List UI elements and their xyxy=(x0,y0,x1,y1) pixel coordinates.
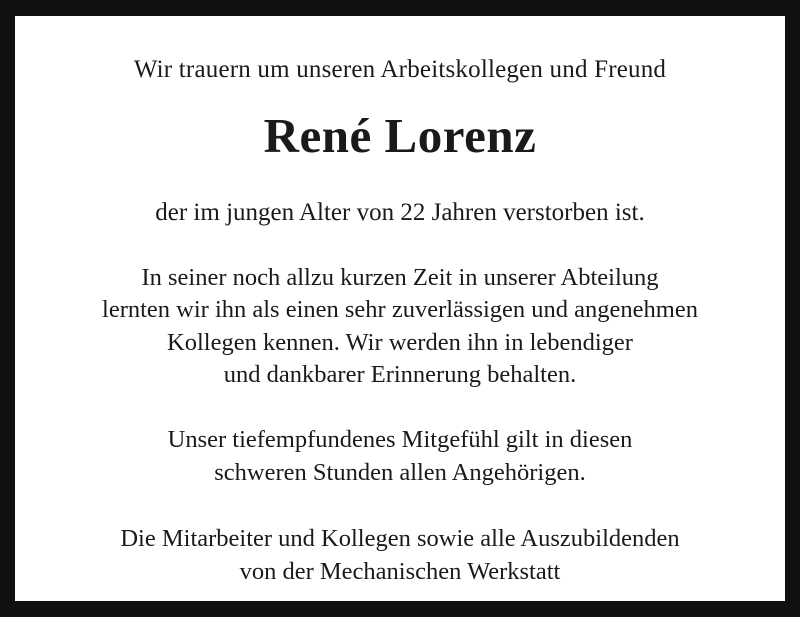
tribute-paragraph xyxy=(102,262,698,392)
signature-line-2: von der Mechanischen Werkstatt xyxy=(239,557,561,585)
signature-line-1: Die Mitarbeiter und Kollegen sowie alle Auszubildenden xyxy=(120,525,680,553)
sympathy-paragraph xyxy=(168,424,633,489)
sympathy-line-2: schweren Stunden allen Angehörigen. xyxy=(214,458,586,486)
signature-block xyxy=(120,523,679,588)
tribute-line-4: und dankbarer Erinnerung behalten. xyxy=(223,361,577,389)
notice-inner-border xyxy=(13,14,787,603)
deceased-name: René Lorenz xyxy=(263,108,537,164)
intro-line: Wir trauern um unseren Arbeitskollegen und Freund xyxy=(133,56,667,83)
tribute-line-2: lernten wir ihn als einen sehr zuverlässigen und angenehmen xyxy=(102,296,698,324)
tribute-line-1: In seiner noch allzu kurzen Zeit in unserer Abteilung xyxy=(141,263,659,291)
tribute-line-3: Kollegen kennen. Wir werden ihn in lebendiger xyxy=(167,328,633,356)
sympathy-line-1: Unser tiefempfundenes Mitgefühl gilt in diesen xyxy=(167,425,633,453)
age-line: der im jungen Alter von 22 Jahren verstorben ist. xyxy=(155,199,645,227)
